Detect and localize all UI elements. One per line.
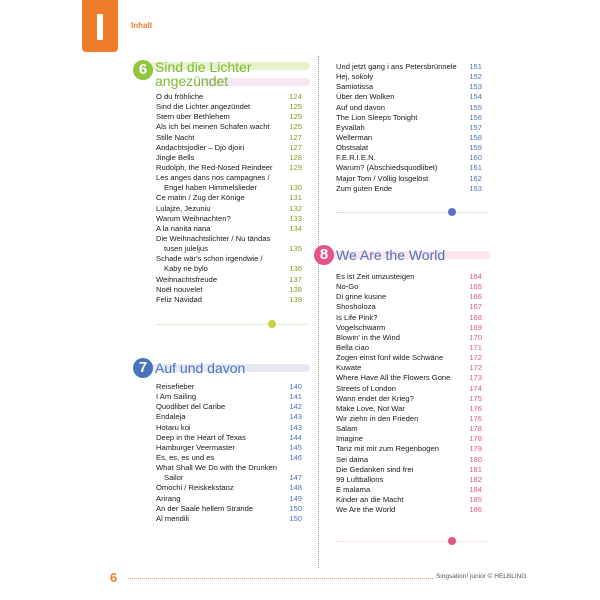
toc-entry-page: 156 [469,112,482,122]
toc-entry-title: Stille Nacht [156,132,195,142]
toc-entry-title-cont: tusen juleljus [164,244,208,254]
toc-entry-title: Obstsalat [336,143,369,153]
toc-entry [336,113,482,123]
toc-entry-page: 167 [469,302,482,312]
toc-entry-page: 164 [469,271,482,281]
page-number: 6 [110,570,118,585]
toc-entry [336,62,482,72]
toc-entry-page: 180 [469,454,482,464]
section-6-title: Sind die Lichter [155,59,252,75]
publisher-line: Singsation! junior © HELBLING [436,573,527,580]
toc-entry-page: 149 [289,493,302,503]
toc-entry-title: Salam [336,424,358,434]
toc-entry [156,173,302,193]
toc-entry-title: No-Go [336,282,359,292]
toc-entry-page: 148 [289,483,302,493]
toc-entry-page: 165 [469,282,482,292]
toc-entry [156,453,302,463]
toc-entry-title: Weihnachtsfreude [156,274,218,284]
toc-entry-title: Warum Weihnachten? [156,213,231,223]
toc-entry [156,443,302,453]
toc-entry [336,455,482,465]
section-7-list [156,382,302,524]
toc-entry-page: 166 [469,292,482,302]
toc-entry-page: 125 [289,102,302,112]
toc-entry [156,295,302,305]
toc-entry-title-cont: Sailor [164,473,184,483]
toc-entry-title: Reisefieber [156,382,195,391]
toc-entry-page: 127 [289,142,302,152]
toc-entry [156,514,302,524]
toc-entry [156,92,302,102]
toc-entry-title: Where Have All the Flowers Gone [336,373,451,383]
toc-entry-title: Quodlibet del Caribe [156,402,226,412]
toc-entry-title: Und jetzt gang i ans Petersbrünnele [336,62,457,71]
toc-entry [156,112,302,122]
section-7-number: 7 [133,358,153,378]
toc-entry [156,275,302,285]
toc-entry-title: Hej, sokoły [336,72,374,82]
section-7-title: Auf und davon [155,360,246,376]
toc-entry-title-cont: Engel haben Himmelslieder [164,183,257,193]
toc-entry-page: 178 [469,434,482,444]
toc-entry-page: 125 [289,112,302,122]
toc-entry [156,504,302,514]
toc-entry-title: An der Saale hellem Strande [156,503,254,513]
toc-entry-title: Vogelschwarm [336,322,386,332]
chapter-tab [82,0,118,52]
toc-entry-title: Wann endet der Krieg? [336,393,414,403]
toc-entry [336,495,482,505]
toc-entry-page: 138 [289,284,302,294]
toc-entry [336,384,482,394]
toc-entry-title: Is Life Pink? [336,312,378,322]
toc-entry-title: Stern über Bethlehem [156,112,230,122]
section-8-heading [314,245,494,265]
toc-entry-title: Major Tom / Völlig losgelöst [336,173,429,183]
toc-entry [336,434,482,444]
toc-entry [156,423,302,433]
toc-entry-title: Kuwate [336,363,362,373]
toc-entry-page: 153 [469,82,482,92]
toc-entry [156,382,302,392]
section-6-title-line2: angezündet [155,73,229,89]
toc-entry-page: 182 [469,474,482,484]
toc-entry-page: 143 [289,412,302,422]
toc-entry [156,153,302,163]
toc-entry-page: 150 [289,513,302,523]
toc-entry-page: 129 [289,162,302,172]
section-6-end-rule [156,324,308,325]
toc-entry [156,285,302,295]
toc-entry-title: Eyvallah [336,122,365,132]
section-8-end-rule [336,541,488,542]
toc-entry-page: 125 [289,122,302,132]
toc-entry-title: Endaleja [156,412,186,422]
toc-entry [336,475,482,485]
toc-entry-title: Ce matin / Zug der Könige [156,193,245,203]
toc-entry-page: 172 [469,353,482,363]
toc-entry-page: 145 [289,442,302,452]
toc-entry [156,402,302,412]
toc-entry-title: Omochi / Reiskekstanz [156,483,234,493]
toc-entry [156,483,302,493]
section-6-number: 6 [133,60,153,80]
toc-entry [156,234,302,254]
toc-entry [156,224,302,234]
toc-entry [336,272,482,282]
toc-entry-page: 158 [469,132,482,142]
section-8-end-dot [448,537,456,545]
section-8-list [336,272,482,515]
toc-entry-page: 163 [469,183,482,193]
toc-entry-page: 185 [469,495,482,505]
toc-entry [336,424,482,434]
section-8-title: We Are the World [336,247,446,263]
toc-entry-page: 150 [289,503,302,513]
toc-entry [156,392,302,402]
toc-entry-page: 152 [469,72,482,82]
toc-entry-page: 131 [289,193,302,203]
toc-entry-page: 178 [469,424,482,434]
section-7-continued-list [336,62,482,194]
toc-entry [156,463,302,483]
toc-entry [336,333,482,343]
toc-entry-page: 157 [469,122,482,132]
toc-entry-page: 176 [469,413,482,423]
section-8-number: 8 [314,245,334,265]
toc-entry-title: Als ich bei meinen Schafen wacht [156,122,270,132]
toc-entry-title: Hamburger Veermaster [156,442,235,452]
toc-entry-title: Deep in the Heart of Texas [156,432,246,442]
toc-entry-title: Schade wär's schon irgendwie / [156,254,263,264]
toc-entry-title: Zum guten Ende [336,183,393,193]
toc-entry-title: Streets of London [336,383,396,393]
toc-entry [336,505,482,515]
toc-entry-page: 143 [289,422,302,432]
toc-entry [336,82,482,92]
toc-entry [336,103,482,113]
toc-entry-title: Tanz mit mir zum Regenbogen [336,444,439,454]
section-7-end-rule [336,212,488,213]
toc-entry-title: Über den Wolken [336,92,395,102]
toc-entry-page: 161 [469,163,482,173]
toc-entry-page: 137 [289,274,302,284]
toc-entry-page: 171 [469,342,482,352]
toc-entry-page: 142 [289,402,302,412]
toc-entry-title: Kinder an die Macht [336,495,404,505]
toc-entry-title: Sei dama [336,454,369,464]
toc-entry [336,485,482,495]
toc-entry-page: 140 [289,381,302,391]
tab-mark [97,14,103,40]
toc-entry [336,184,482,194]
toc-entry-title: Auf und davon [336,102,385,112]
toc-entry-title: Die Gedanken sind frei [336,464,414,474]
toc-entry [336,292,482,302]
toc-entry-page: 172 [469,363,482,373]
toc-entry [336,123,482,133]
toc-entry [336,163,482,173]
toc-entry-page: 159 [469,143,482,153]
toc-entry [336,363,482,373]
toc-entry-title: Es ist Zeit umzusteigen [336,272,415,281]
toc-entry-page: 135 [289,244,302,254]
toc-entry [156,143,302,153]
toc-entry [336,72,482,82]
section-6-heading [133,60,313,90]
toc-entry-page: 139 [289,294,302,304]
toc-entry-page: 132 [289,203,302,213]
toc-entry-page: 174 [469,383,482,393]
toc-entry [336,353,482,363]
toc-entry-page: 134 [289,223,302,233]
section-7-heading [133,358,313,378]
toc-entry [156,204,302,214]
toc-entry-title: Wir ziehn in den Frieden [336,413,419,423]
toc-entry-title: Warum? (Abschiedsquodlibet) [336,163,438,173]
toc-entry [156,433,302,443]
toc-entry-title: Rudolph, the Red-Nosed Reindeer [156,162,273,172]
toc-entry [336,282,482,292]
toc-entry-title: Feliz Navidad [156,294,203,304]
toc-entry-title: Blowin' in the Wind [336,332,400,342]
toc-entry-title: O du fröhliche [156,92,204,101]
toc-entry-page: 176 [469,403,482,413]
toc-entry-page: 130 [289,183,302,193]
toc-entry-page: 141 [289,392,302,402]
footer-rule [128,578,433,579]
section-7-end-dot [448,208,456,216]
column-divider [318,56,319,568]
toc-entry-page: 136 [289,264,302,274]
toc-entry [156,214,302,224]
toc-entry-title: Andachtsjodler – Djo djoiri [156,142,245,152]
toc-entry-title: 99 Luftballons [336,474,384,484]
toc-entry [336,444,482,454]
toc-entry-title: Les anges dans nos campagnes / [156,173,270,183]
toc-entry-title: Al mendili [156,513,189,523]
toc-entry [336,465,482,475]
toc-entry-page: 162 [469,173,482,183]
toc-entry-title: A la nanita nana [156,223,211,233]
toc-entry-title: Noël nouvelet [156,284,203,294]
toc-entry-title: I Am Sailing [156,392,197,402]
toc-entry [336,414,482,424]
toc-entry-title: Zogen einst fünf wilde Schwäne [336,353,444,363]
toc-entry [336,404,482,414]
toc-entry-title: Jingle Bells [156,152,195,162]
toc-entry-title: Imagine [336,434,364,444]
toc-entry [336,373,482,383]
toc-entry [336,133,482,143]
toc-entry-page: 175 [469,393,482,403]
toc-entry [156,494,302,504]
toc-entry-title: What Shall We Do with the Drunken [156,463,277,473]
toc-entry [156,193,302,203]
toc-entry [336,174,482,184]
header-label: Inhalt [131,21,153,30]
toc-entry [336,323,482,333]
toc-entry [336,302,482,312]
toc-entry-page: 170 [469,332,482,342]
toc-entry [336,143,482,153]
toc-entry [156,254,302,274]
toc-entry-page: 147 [289,473,302,483]
toc-entry [336,313,482,323]
toc-entry-page: 133 [289,213,302,223]
toc-entry-title: Wellerman [336,132,373,142]
toc-entry [336,343,482,353]
toc-entry-title: The Lion Sleeps Tonight [336,112,418,122]
toc-entry-page: 181 [469,464,482,474]
toc-entry-title: Es, es, es und es [156,452,215,462]
toc-entry [336,394,482,404]
section-6-list [156,92,302,305]
toc-entry-page: 179 [469,444,482,454]
toc-entry-page: 155 [469,102,482,112]
toc-entry [156,102,302,112]
toc-entry [336,92,482,102]
toc-entry-title: F.E.R.I.E.N. [336,153,376,163]
toc-entry-title: Di grine kusine [336,292,387,302]
toc-entry-title: E malama [336,484,371,494]
toc-entry-title: Lulajże, Jezuniu [156,203,211,213]
toc-entry-page: 168 [469,312,482,322]
toc-entry-page: 151 [469,61,482,71]
toc-entry-page: 124 [289,91,302,101]
toc-entry-title-cont: Kaby ne bylo [164,264,208,274]
toc-entry-page: 128 [289,152,302,162]
toc-entry-page: 184 [469,484,482,494]
toc-entry-title: We Are the World [336,505,396,515]
toc-entry-title: Bella ciao [336,342,369,352]
toc-entry-page: 173 [469,373,482,383]
toc-entry-page: 146 [289,452,302,462]
toc-entry-title: Make Love, Not War [336,403,405,413]
section-6-end-dot [268,320,276,328]
toc-entry-page: 186 [469,505,482,515]
toc-entry-title: Hotaru koi [156,422,191,432]
toc-entry-title: Shosholoza [336,302,376,312]
toc-entry-page: 160 [469,153,482,163]
toc-entry [156,163,302,173]
toc-entry-title: Die Weihnachtslichter / Nu tändas [156,233,271,243]
toc-entry-page: 169 [469,322,482,332]
toc-entry-title: Arirang [156,493,181,503]
toc-entry [156,133,302,143]
toc-entry [156,122,302,132]
toc-entry-title: Sind die Lichter angezündet [156,102,251,112]
toc-entry-page: 154 [469,92,482,102]
toc-entry-page: 144 [289,432,302,442]
toc-entry-title: Samiotissa [336,82,374,92]
toc-entry [336,153,482,163]
toc-entry-page: 127 [289,132,302,142]
toc-entry [156,412,302,422]
